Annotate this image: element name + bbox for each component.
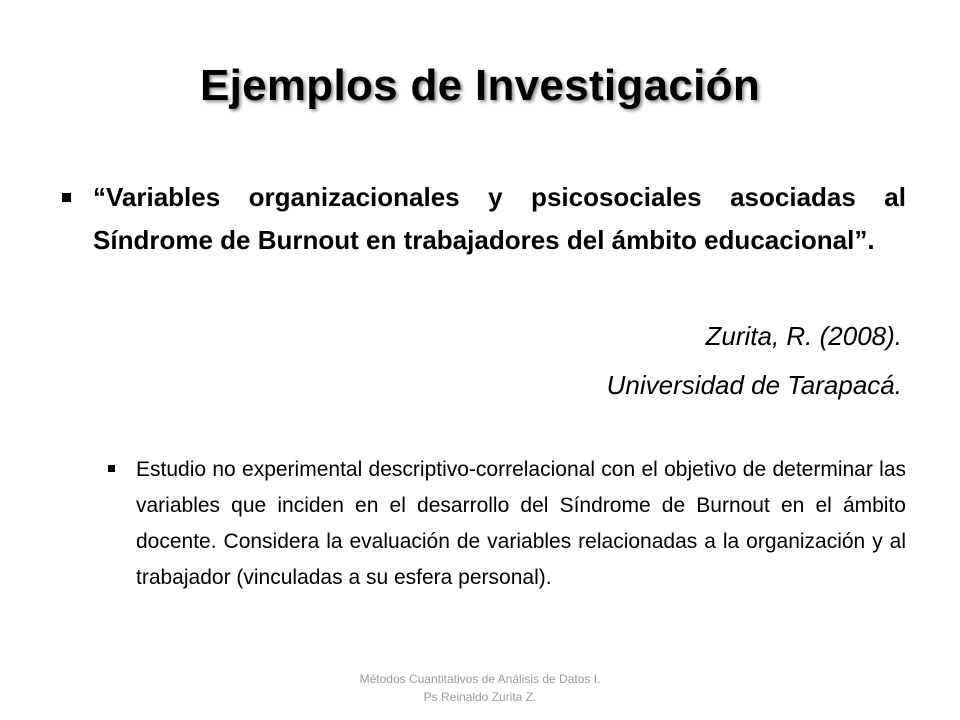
citation-institution: Universidad de Tarapacá.	[606, 370, 902, 400]
sub-bullet	[108, 452, 906, 596]
footer	[0, 670, 960, 706]
bullet-row	[60, 176, 906, 262]
sub-bullet-row	[108, 452, 906, 596]
study-description: Estudio no experimental descriptivo-correlacional con el objetivo de determinar las variables que inciden en el desarrollo del Síndrome de Burnout en el ámbito docente. Considera la evaluación de variables relacionadas a la organización y al trabajador (vinculadas a su esfera personal).	[136, 458, 906, 589]
footer-course: Métodos Cuantitativos de Análisis de Datos I.	[359, 672, 601, 686]
main-bullet	[60, 176, 906, 262]
small-square-bullet-icon	[108, 452, 136, 477]
citation-author: Zurita, R. (2008).	[705, 321, 902, 351]
research-title-quote: “Variables organizacionales y psicosociales asociadas al Síndrome de Burnout en trabajadores del ámbito educacional”.	[93, 182, 906, 255]
slide-title: Ejemplos de Investigación	[199, 61, 761, 110]
footer-author: Ps Reinaldo Zurita Z.	[423, 690, 537, 704]
square-bullet-icon	[60, 176, 93, 219]
